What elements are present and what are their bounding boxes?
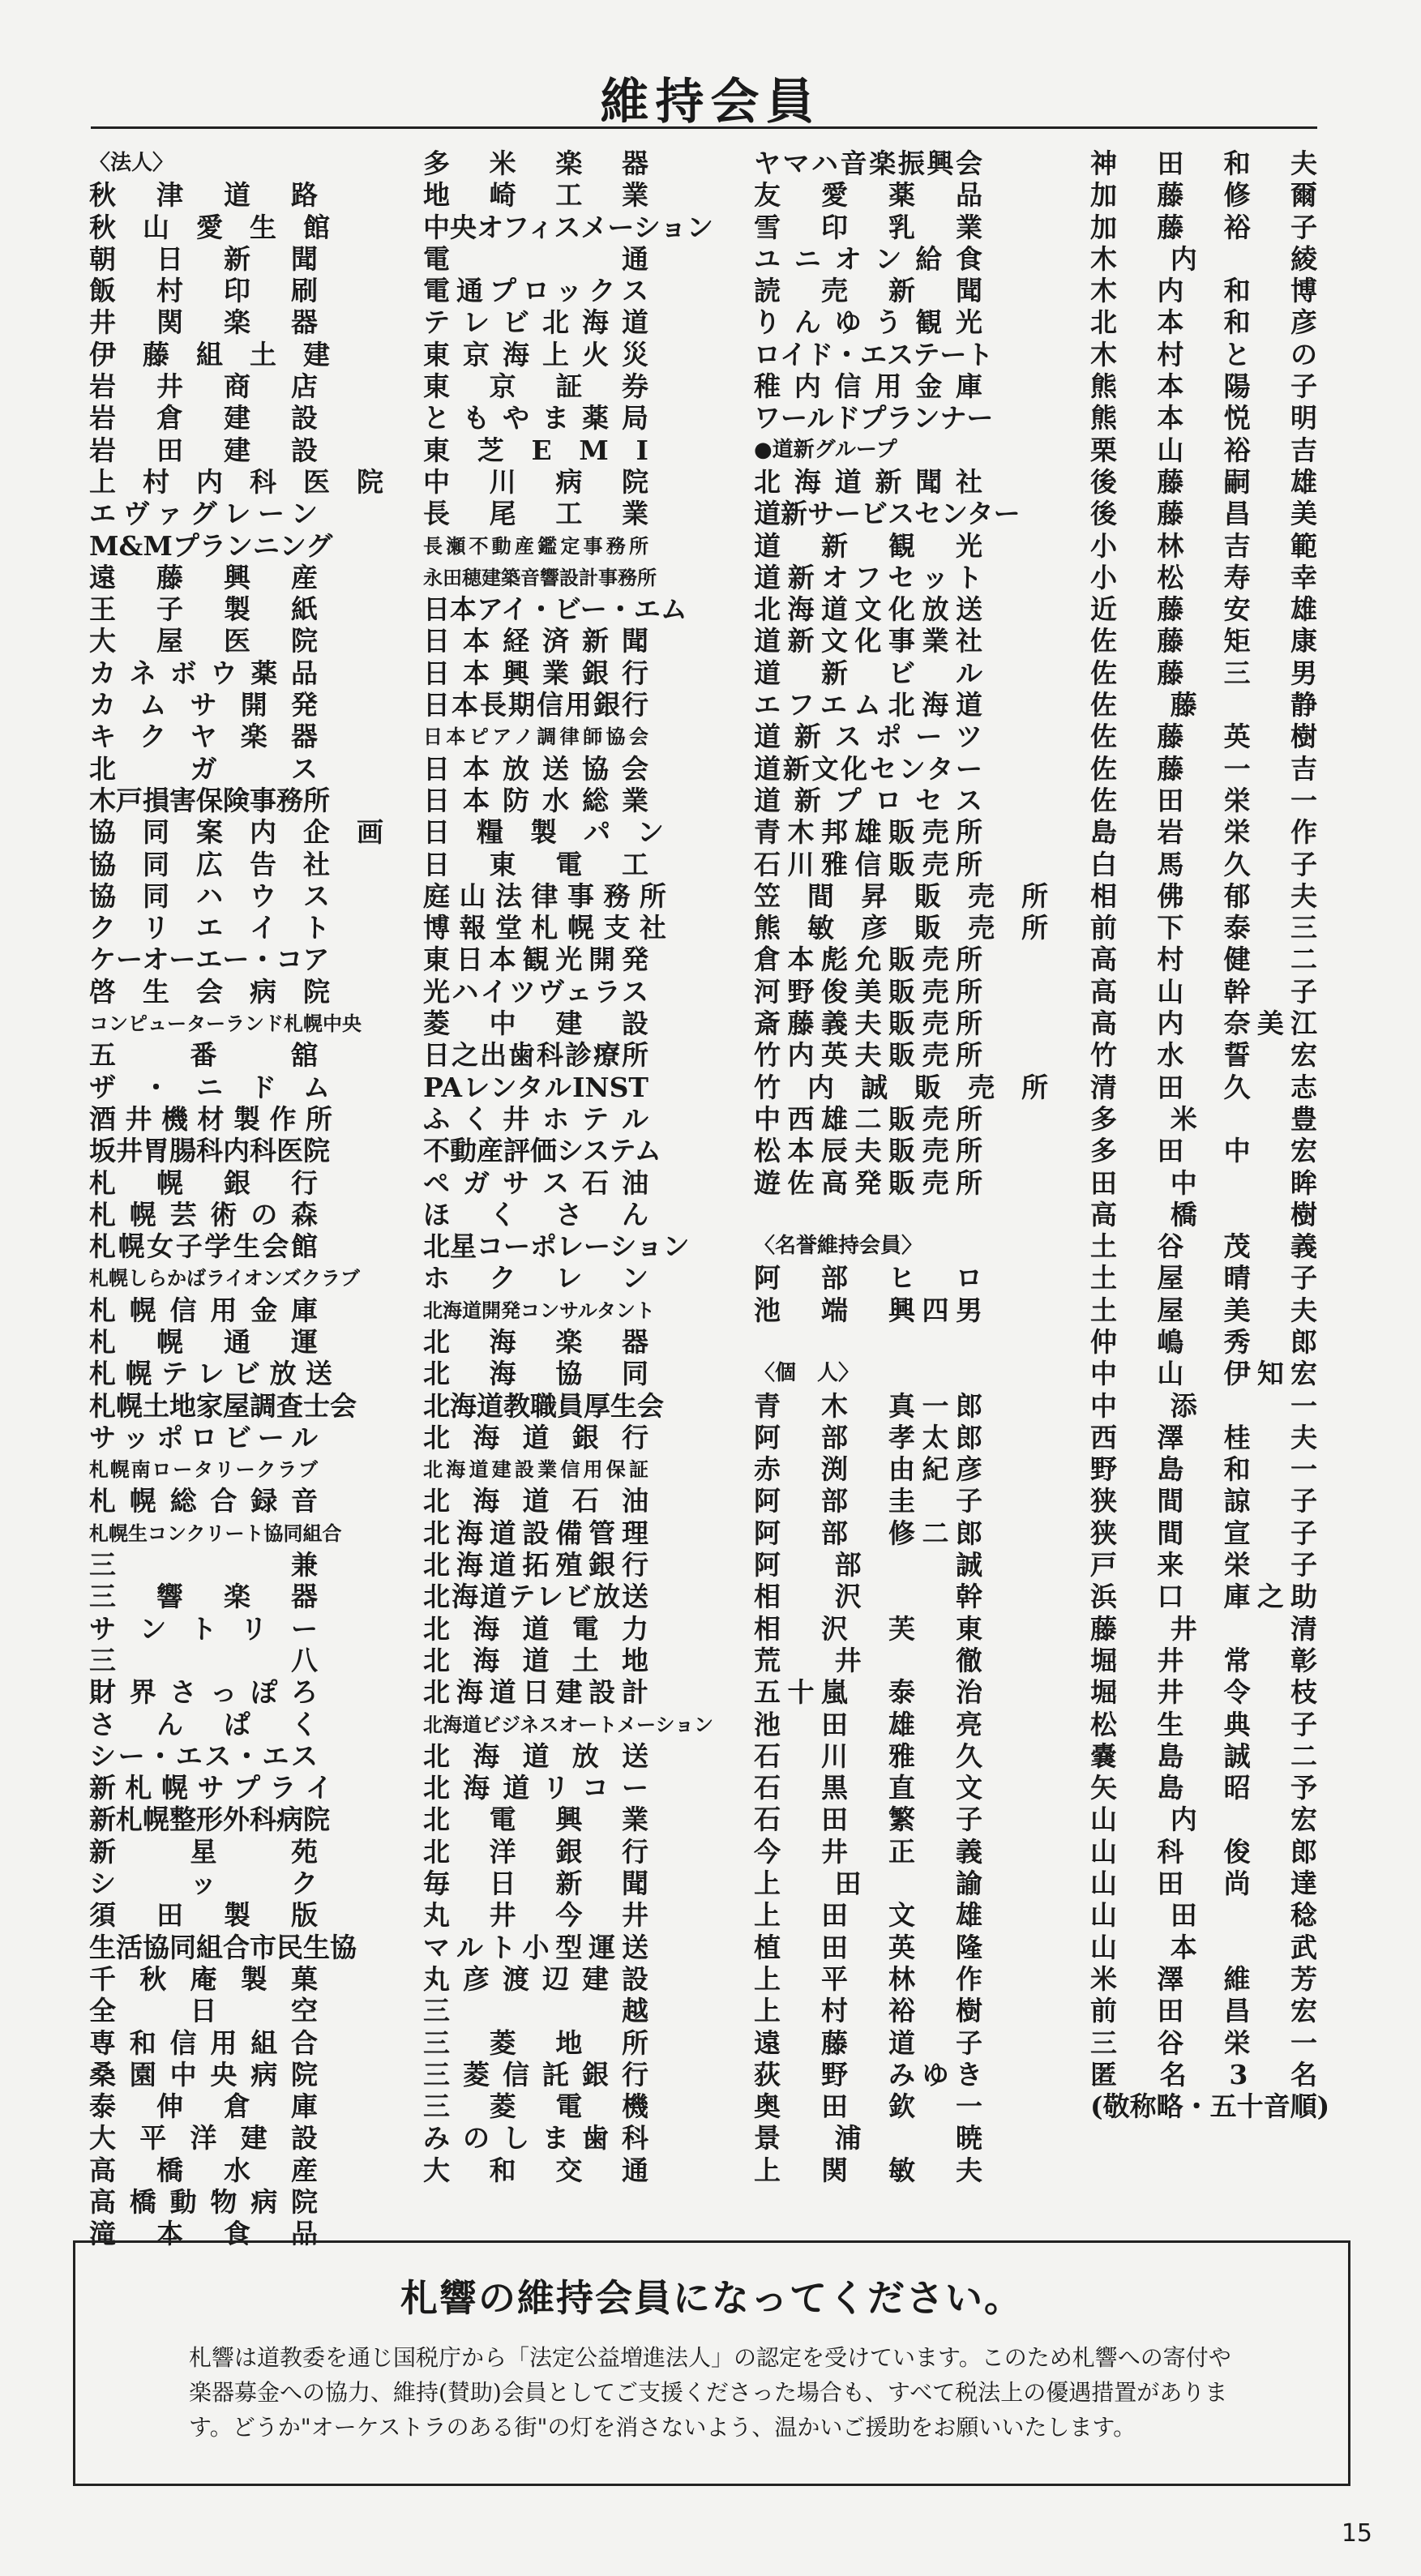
member-name: 協 同 案 内 企 画 bbox=[89, 816, 383, 849]
member-name: 加 藤 修 爾 bbox=[1090, 179, 1317, 212]
member-name: 熊 本 陽 子 bbox=[1090, 370, 1317, 403]
member-name: シ ッ ク bbox=[89, 1868, 318, 1900]
member-name: 三 菱 電 機 bbox=[423, 2090, 648, 2123]
member-name: 雪 印 乳 業 bbox=[754, 211, 982, 243]
member-name: 長瀬不動産鑑定事務所 bbox=[423, 533, 648, 558]
member-name: 日 本 興 業 銀 行 bbox=[423, 657, 648, 689]
member-name: シー・エス・エス bbox=[89, 1739, 318, 1772]
member-name: 前 田 昌 宏 bbox=[1090, 1995, 1317, 2027]
member-name: 相 佛 郁 夫 bbox=[1090, 879, 1317, 912]
member-name: 高橋動物病院 bbox=[89, 2186, 318, 2218]
member-name: 北海道リコー bbox=[423, 1772, 648, 1804]
member-name: エフエム北海道 bbox=[754, 689, 982, 721]
member-name: 遠 藤 興 産 bbox=[89, 561, 318, 593]
member-name: 野 島 和 一 bbox=[1090, 1453, 1317, 1486]
member-column-2 bbox=[423, 148, 714, 2186]
member-name: 北海道テレビ放送 bbox=[423, 1581, 648, 1613]
member-name: 北 電 興 業 bbox=[423, 1804, 648, 1836]
member-name: 札 幌 通 運 bbox=[89, 1325, 318, 1358]
member-name: 坂井胃腸科内科医院 bbox=[89, 1135, 330, 1167]
member-name: 笠 間 昇 販 売 所 bbox=[754, 879, 1048, 912]
member-name: 東 芝 E M I bbox=[423, 434, 648, 466]
member-name: 阿 部 修二郎 bbox=[754, 1517, 982, 1549]
member-name: 島 岩 栄 作 bbox=[1090, 816, 1317, 849]
member-name: 中 川 病 院 bbox=[423, 465, 648, 498]
member-name: 多 米 楽 器 bbox=[423, 148, 648, 179]
member-name: 木 内 和 博 bbox=[1090, 275, 1317, 307]
member-name: 東日本観光開発 bbox=[423, 944, 648, 976]
member-name: と も や ま 薬 局 bbox=[423, 402, 648, 434]
member-name: 今 井 正 義 bbox=[754, 1835, 982, 1868]
member-name: 佐 藤 英 樹 bbox=[1090, 721, 1317, 753]
member-name: ロイド・エステート bbox=[754, 338, 994, 370]
member-name: 近 藤 安 雄 bbox=[1090, 593, 1317, 626]
member-name: 阿 部 誠 bbox=[754, 1549, 982, 1581]
member-name: 木戸損害保険事務所 bbox=[89, 784, 330, 816]
member-name: 矢 島 昭 予 bbox=[1090, 1772, 1317, 1804]
member-name: 山 内 宏 bbox=[1090, 1804, 1317, 1836]
member-name: 丸 井 今 井 bbox=[423, 1899, 648, 1932]
member-name: 菱 中 建 設 bbox=[423, 1008, 648, 1040]
member-name: 読 売 新 聞 bbox=[754, 275, 982, 307]
member-name: 木 内 綾 bbox=[1090, 242, 1317, 275]
member-name: 佐 藤 一 吉 bbox=[1090, 752, 1317, 785]
member-name: 毎 日 新 聞 bbox=[423, 1868, 648, 1900]
member-name: 神 田 和 夫 bbox=[1090, 148, 1317, 179]
member-name: 後 藤 嗣 雄 bbox=[1090, 465, 1317, 498]
member-name: 高 橋 樹 bbox=[1090, 1198, 1317, 1230]
member-name: 土 屋 晴 子 bbox=[1090, 1262, 1317, 1294]
member-name: 清 田 久 志 bbox=[1090, 1071, 1317, 1103]
member-name: 上 田 諭 bbox=[754, 1868, 982, 1900]
member-name: 後 藤 昌 美 bbox=[1090, 498, 1317, 530]
member-name: 池 田 雄 亮 bbox=[754, 1708, 982, 1740]
member-name: 土 屋 美 夫 bbox=[1090, 1294, 1317, 1326]
member-name: 道 新 観 光 bbox=[754, 529, 982, 562]
member-name: 札幌土地家屋調査士会 bbox=[89, 1389, 357, 1422]
member-name: 五十嵐 泰 治 bbox=[754, 1676, 982, 1709]
member-name: 池 端 興四男 bbox=[754, 1294, 982, 1326]
member-name: 阿 部 ヒ ロ bbox=[754, 1262, 982, 1294]
member-name: 石 黒 直 文 bbox=[754, 1772, 982, 1804]
member-name: 三 菱 地 所 bbox=[423, 2026, 648, 2059]
member-name: 戸 来 栄 子 bbox=[1090, 1549, 1317, 1581]
member-name: 北海道開発コンサルタント bbox=[423, 1298, 655, 1322]
member-name: 北 海 道 銀 行 bbox=[423, 1421, 648, 1453]
member-name: 生活協同組合市民生協 bbox=[89, 1931, 357, 1963]
member-name: 岩 井 商 店 bbox=[89, 370, 318, 403]
member-name: 財 界 さ っ ぽ ろ bbox=[89, 1676, 318, 1709]
member-name: 土 谷 茂 義 bbox=[1090, 1230, 1317, 1263]
member-name: 札 幌 総 合 録 音 bbox=[89, 1485, 318, 1517]
member-name: 岩 田 建 設 bbox=[89, 434, 318, 466]
member-name: 北 海 道 新 聞 社 bbox=[754, 465, 982, 498]
member-name: PAレンタルINST bbox=[423, 1071, 648, 1103]
member-name: ザ ・ ニ ド ム bbox=[89, 1071, 330, 1103]
member-name: 不動産評価システム bbox=[423, 1135, 661, 1167]
member-name: 赤 渕 由紀彦 bbox=[754, 1453, 982, 1486]
member-name: 上 村 内 科 医 院 bbox=[89, 465, 383, 498]
member-name: 小 松 寿 幸 bbox=[1090, 561, 1317, 593]
member-name: 大 平 洋 建 設 bbox=[89, 2122, 318, 2155]
member-name: 札 幌 テ レ ビ 放 送 bbox=[89, 1358, 332, 1390]
member-name: 道 新 プ ロ セ ス bbox=[754, 784, 982, 816]
member-name: 道 新 ス ポ ー ツ bbox=[754, 721, 982, 753]
member-name: 中 山 伊知宏 bbox=[1090, 1358, 1317, 1390]
member-name: 高 山 幹 子 bbox=[1090, 975, 1317, 1008]
member-name: 日之出歯科診療所 bbox=[423, 1039, 648, 1072]
member-name: 匿 名 3 名 bbox=[1090, 2058, 1317, 2090]
member-name: 北 海 道 電 力 bbox=[423, 1612, 648, 1645]
title-rule bbox=[91, 126, 1317, 129]
member-name: 桑 園 中 央 病 院 bbox=[89, 2058, 318, 2090]
member-name: 中西雄二販売所 bbox=[754, 1102, 982, 1135]
member-name: マルト小型運送 bbox=[423, 1931, 648, 1963]
member-name: 札幌しらかばライオンズクラブ bbox=[89, 1266, 360, 1290]
member-name: 藤 井 清 bbox=[1090, 1612, 1317, 1645]
member-name: 石 田 繁 子 bbox=[754, 1804, 982, 1836]
member-name: (敬称略・五十音順) bbox=[1090, 2090, 1330, 2123]
member-name: 斎藤義夫販売所 bbox=[754, 1008, 982, 1040]
member-name: 千 秋 庵 製 菓 bbox=[89, 1962, 318, 1995]
page-title: 維持会員 bbox=[600, 74, 821, 131]
member-name: 狭 間 宣 子 bbox=[1090, 1517, 1317, 1549]
section-heading: ●道新グループ bbox=[754, 437, 897, 462]
member-name: 博 報 堂 札 幌 支 社 bbox=[423, 912, 666, 944]
member-name: 札幌南ロータリークラブ bbox=[89, 1457, 318, 1482]
member-name: 日 本 防 水 総 業 bbox=[423, 784, 648, 816]
member-name: 新札幌整形外科病院 bbox=[89, 1804, 330, 1836]
member-name: 阿 部 孝太郎 bbox=[754, 1421, 982, 1453]
member-name: 熊 敏 彦 販 売 所 bbox=[754, 912, 1048, 944]
member-name: 北海道ビジネスオートメーション bbox=[423, 1712, 714, 1736]
member-name: 北海道日建設計 bbox=[423, 1676, 648, 1709]
member-name: キ ク ヤ 楽 器 bbox=[89, 721, 318, 753]
member-name: 日 糧 製 パ ン bbox=[423, 816, 664, 849]
member-name: 札幌女子学生会館 bbox=[89, 1230, 318, 1263]
member-name: 北 洋 銀 行 bbox=[423, 1835, 648, 1868]
appeal-body: 札響は道教委を通じ国税庁から「法定公益増進法人」の認定を受けています。このため札響への寄付や楽器募金への協力、維持(賛助)会員としてご支援くださった場合も、すべて税法上の優遇措置があります。どうか"オーケストラのある街"の灯を消さないよう、温かいご援助をお願いいたします。 bbox=[189, 2344, 1231, 2441]
member-name: 奥 田 欽 一 bbox=[754, 2090, 982, 2123]
appeal-box bbox=[73, 2240, 1350, 2486]
member-name: 山 本 武 bbox=[1090, 1931, 1317, 1963]
member-name: カ ム サ 開 発 bbox=[89, 689, 318, 721]
section-heading: 〈法人〉 bbox=[89, 151, 174, 175]
member-name: 仲 嶋 秀 郎 bbox=[1090, 1325, 1317, 1358]
member-name: 協 同 広 告 社 bbox=[89, 848, 330, 880]
member-name: 道新文化事業社 bbox=[754, 625, 982, 657]
member-name: 井 関 楽 器 bbox=[89, 306, 318, 339]
member-name: 三 谷 栄 一 bbox=[1090, 2026, 1317, 2059]
member-name: 多 米 豊 bbox=[1090, 1102, 1317, 1135]
member-name: 北 海 道 石 油 bbox=[423, 1485, 648, 1517]
member-name: 田 中 眸 bbox=[1090, 1166, 1317, 1199]
member-name: 北海道教職員厚生会 bbox=[423, 1389, 664, 1422]
member-name: 日 本 経 済 新 聞 bbox=[423, 625, 648, 657]
member-name: 秋 山 愛 生 館 bbox=[89, 211, 330, 243]
member-name: 飯 村 印 刷 bbox=[89, 275, 318, 307]
member-name: 協 同 ハ ウ ス bbox=[89, 879, 330, 912]
member-name: 大 屋 医 院 bbox=[89, 625, 318, 657]
member-name: 全 日 空 bbox=[89, 1995, 318, 2027]
member-name: 北 海 協 同 bbox=[423, 1358, 648, 1390]
member-name: 三 菱 信 託 銀 行 bbox=[423, 2058, 648, 2090]
member-name: 青 木 真一郎 bbox=[754, 1389, 982, 1422]
member-name: 庭 山 法 律 事 務 所 bbox=[423, 879, 666, 912]
member-name: さ ん ぱ く bbox=[89, 1708, 318, 1740]
member-name: 友 愛 薬 品 bbox=[754, 179, 982, 212]
member-name: 道 新 ビ ル bbox=[754, 657, 982, 689]
member-name: 新 星 苑 bbox=[89, 1835, 318, 1868]
member-name: 河野俊美販売所 bbox=[754, 975, 982, 1008]
member-name: 小 林 吉 範 bbox=[1090, 529, 1317, 562]
member-name: 札 幌 銀 行 bbox=[89, 1166, 318, 1199]
member-name: 高 内 奈美江 bbox=[1090, 1008, 1317, 1040]
member-name: 石 川 雅 久 bbox=[754, 1739, 982, 1772]
member-name: サ ン ト リ ー bbox=[89, 1612, 318, 1645]
member-name: 北星コーポレーション bbox=[423, 1230, 690, 1263]
member-name: ペ ガ サ ス 石 油 bbox=[423, 1166, 648, 1199]
page-number: 15 bbox=[1341, 2519, 1372, 2548]
member-name: コンピューターランド札幌中央 bbox=[89, 1012, 362, 1036]
member-name: 秋 津 道 路 bbox=[89, 179, 318, 212]
member-name: 上 関 敏 夫 bbox=[754, 2154, 982, 2186]
member-name: 稚内信用金庫 bbox=[754, 370, 982, 403]
member-name: 高 村 健 二 bbox=[1090, 944, 1317, 976]
member-name: 滝 本 食 品 bbox=[89, 2218, 318, 2250]
member-name: 岩 倉 建 設 bbox=[89, 402, 318, 434]
member-name: ヤマハ音楽振興会 bbox=[754, 148, 982, 179]
member-name: 道新オフセット bbox=[754, 561, 982, 593]
member-name: 堀 井 令 枝 bbox=[1090, 1676, 1317, 1709]
member-name: ほ く さ ん bbox=[423, 1198, 648, 1230]
member-name: 遊佐高発販売所 bbox=[754, 1166, 982, 1199]
member-name: 三 兼 bbox=[89, 1549, 318, 1581]
member-name: 竹 内 誠 販 売 所 bbox=[754, 1071, 1048, 1103]
member-name: 上 田 文 雄 bbox=[754, 1899, 982, 1932]
member-name: 北海道設備管理 bbox=[423, 1517, 648, 1549]
member-name: 荒 井 徹 bbox=[754, 1644, 982, 1676]
member-name: サッポロビール bbox=[89, 1421, 318, 1453]
member-name: ふ く 井 ホ テ ル bbox=[423, 1102, 648, 1135]
member-name: 狭 間 諒 子 bbox=[1090, 1485, 1317, 1517]
member-name: 青木邦雄販売所 bbox=[754, 816, 982, 849]
member-name: 朝 日 新 聞 bbox=[89, 242, 318, 275]
member-name: 浜 口 庫之助 bbox=[1090, 1581, 1317, 1613]
member-name: 道新サービスセンター bbox=[754, 498, 1021, 530]
member-name: M&Mプランニング bbox=[89, 529, 333, 562]
member-name: 東 京 海 上 火 災 bbox=[423, 338, 648, 370]
member-name: 上 村 裕 樹 bbox=[754, 1995, 982, 2027]
member-name: 米 澤 維 芳 bbox=[1090, 1962, 1317, 1995]
appeal-heading: 札響の維持会員になってください。 bbox=[400, 2276, 1023, 2320]
member-name: 堀 井 常 彰 bbox=[1090, 1644, 1317, 1676]
member-column-1 bbox=[89, 148, 383, 2250]
member-name: 大 和 交 通 bbox=[423, 2154, 648, 2186]
member-name: 上 平 林 作 bbox=[754, 1962, 982, 1995]
member-name: 東 京 証 券 bbox=[423, 370, 648, 403]
member-name: 景 浦 暁 bbox=[754, 2122, 982, 2155]
member-name: 西 澤 桂 夫 bbox=[1090, 1421, 1317, 1453]
member-name: 相 沢 芙 東 bbox=[754, 1612, 982, 1645]
member-name: 相 沢 幹 bbox=[754, 1581, 982, 1613]
member-name: 伊 藤 組 土 建 bbox=[89, 338, 330, 370]
member-name: 日 東 電 工 bbox=[423, 848, 648, 880]
member-name: 北 ガ ス bbox=[89, 752, 318, 785]
member-name: 光ハイツヴェラス bbox=[423, 975, 648, 1008]
member-column-3 bbox=[754, 148, 1048, 2186]
member-name: 高 橋 水 産 bbox=[89, 2154, 318, 2186]
member-name: 丸 彦 渡 辺 建 設 bbox=[423, 1962, 648, 1995]
member-name: 佐 藤 静 bbox=[1090, 689, 1317, 721]
member-name: 山 田 尚 達 bbox=[1090, 1868, 1317, 1900]
member-name: 多 田 中 宏 bbox=[1090, 1135, 1317, 1167]
member-name: 五 番 舘 bbox=[89, 1039, 318, 1072]
member-name: 新 札 幌 サ プ ラ イ bbox=[89, 1772, 332, 1804]
member-name: 北海道拓殖銀行 bbox=[423, 1549, 648, 1581]
member-name: ク リ エ イ ト bbox=[89, 912, 330, 944]
member-name: 札 幌 芸 術 の 森 bbox=[89, 1198, 318, 1230]
member-name: 専 和 信 用 組 合 bbox=[89, 2026, 318, 2059]
member-name: 遠 藤 道 子 bbox=[754, 2026, 982, 2059]
member-name: ケーオーエー・コア bbox=[89, 944, 330, 976]
member-name: 栗 山 裕 吉 bbox=[1090, 434, 1317, 466]
member-name: ワールドプランナー bbox=[754, 402, 994, 434]
member-name: 啓 生 会 病 院 bbox=[89, 975, 330, 1008]
member-name: 前 下 泰 三 bbox=[1090, 912, 1317, 944]
member-name: 三 響 楽 器 bbox=[89, 1581, 318, 1613]
member-name: 植 田 英 隆 bbox=[754, 1931, 982, 1963]
member-name: 地 崎 工 業 bbox=[423, 179, 648, 212]
member-name: 中 添 一 bbox=[1090, 1389, 1317, 1422]
member-name: 須 田 製 版 bbox=[89, 1899, 318, 1932]
member-name: 電通プロックス bbox=[423, 275, 648, 307]
member-name: 松 生 典 子 bbox=[1090, 1708, 1317, 1740]
member-name: エヴァグレーン bbox=[89, 498, 318, 530]
member-name: 佐 藤 三 男 bbox=[1090, 657, 1317, 689]
section-heading: 〈個 人〉 bbox=[754, 1361, 860, 1386]
member-name: 嚢 島 誠 二 bbox=[1090, 1739, 1317, 1772]
member-name: 白 馬 久 子 bbox=[1090, 848, 1317, 880]
member-name: りんゆう観光 bbox=[754, 306, 982, 339]
member-name: 北 海 道 放 送 bbox=[423, 1739, 648, 1772]
member-name: 三 越 bbox=[423, 1995, 648, 2027]
member-name: 松本辰夫販売所 bbox=[754, 1135, 982, 1167]
member-name: 竹 水 誓 宏 bbox=[1090, 1039, 1317, 1072]
member-name: ユ ニ オ ン 給 食 bbox=[754, 242, 982, 275]
member-name: 石川雅信販売所 bbox=[754, 848, 982, 880]
member-name: 泰 伸 倉 庫 bbox=[89, 2090, 318, 2123]
member-name: 日本アイ・ビー・エム bbox=[423, 593, 687, 626]
member-name: 加 藤 裕 子 bbox=[1090, 211, 1317, 243]
member-name: 日 本 放 送 協 会 bbox=[423, 752, 648, 785]
member-name: 山 田 稔 bbox=[1090, 1899, 1317, 1932]
member-name: 北 海 道 土 地 bbox=[423, 1644, 648, 1676]
member-name: み の し ま 歯 科 bbox=[423, 2122, 648, 2155]
member-name: 山 科 俊 郎 bbox=[1090, 1835, 1317, 1868]
member-name: 日本長期信用銀行 bbox=[423, 689, 648, 721]
member-column-4 bbox=[1090, 148, 1330, 2123]
member-name: 北 本 和 彦 bbox=[1090, 306, 1317, 339]
member-name: 中央オフィスメーション bbox=[423, 211, 714, 243]
member-name: 佐 田 栄 一 bbox=[1090, 784, 1317, 816]
member-name: 木 村 と の bbox=[1090, 338, 1317, 370]
member-name: テ レ ビ 北 海 道 bbox=[423, 306, 648, 339]
member-name: 佐 藤 矩 康 bbox=[1090, 625, 1317, 657]
member-name: 札幌生コンクリート協同組合 bbox=[89, 1521, 342, 1545]
member-name: 北海道文化放送 bbox=[754, 593, 982, 626]
member-name: 酒 井 機 材 製 作 所 bbox=[89, 1102, 332, 1135]
member-name: 札 幌 信 用 金 庫 bbox=[89, 1294, 318, 1326]
section-heading: 〈名誉維持会員〉 bbox=[754, 1234, 923, 1259]
member-name: 日本ピアノ調律師協会 bbox=[423, 725, 648, 749]
member-name: 道新文化センター bbox=[754, 752, 982, 785]
member-name: ホ ク レ ン bbox=[423, 1262, 648, 1294]
member-name: 阿 部 圭 子 bbox=[754, 1485, 982, 1517]
member-name: 三 八 bbox=[89, 1644, 318, 1676]
member-name: 王 子 製 紙 bbox=[89, 593, 318, 626]
member-name: 荻 野 みゆき bbox=[754, 2058, 982, 2090]
member-name: 北海道建設業信用保証 bbox=[423, 1457, 648, 1482]
member-name: 倉本彪允販売所 bbox=[754, 944, 982, 976]
member-name: カ ネ ボ ウ 薬 品 bbox=[89, 657, 318, 689]
member-name: 永田穂建築音響設計事務所 bbox=[423, 565, 657, 589]
member-name: 北 海 楽 器 bbox=[423, 1325, 648, 1358]
member-name: 竹内英夫販売所 bbox=[754, 1039, 982, 1072]
member-name: 電 通 bbox=[423, 242, 648, 275]
member-name: 熊 本 悦 明 bbox=[1090, 402, 1317, 434]
member-name: 長 尾 工 業 bbox=[423, 498, 648, 530]
